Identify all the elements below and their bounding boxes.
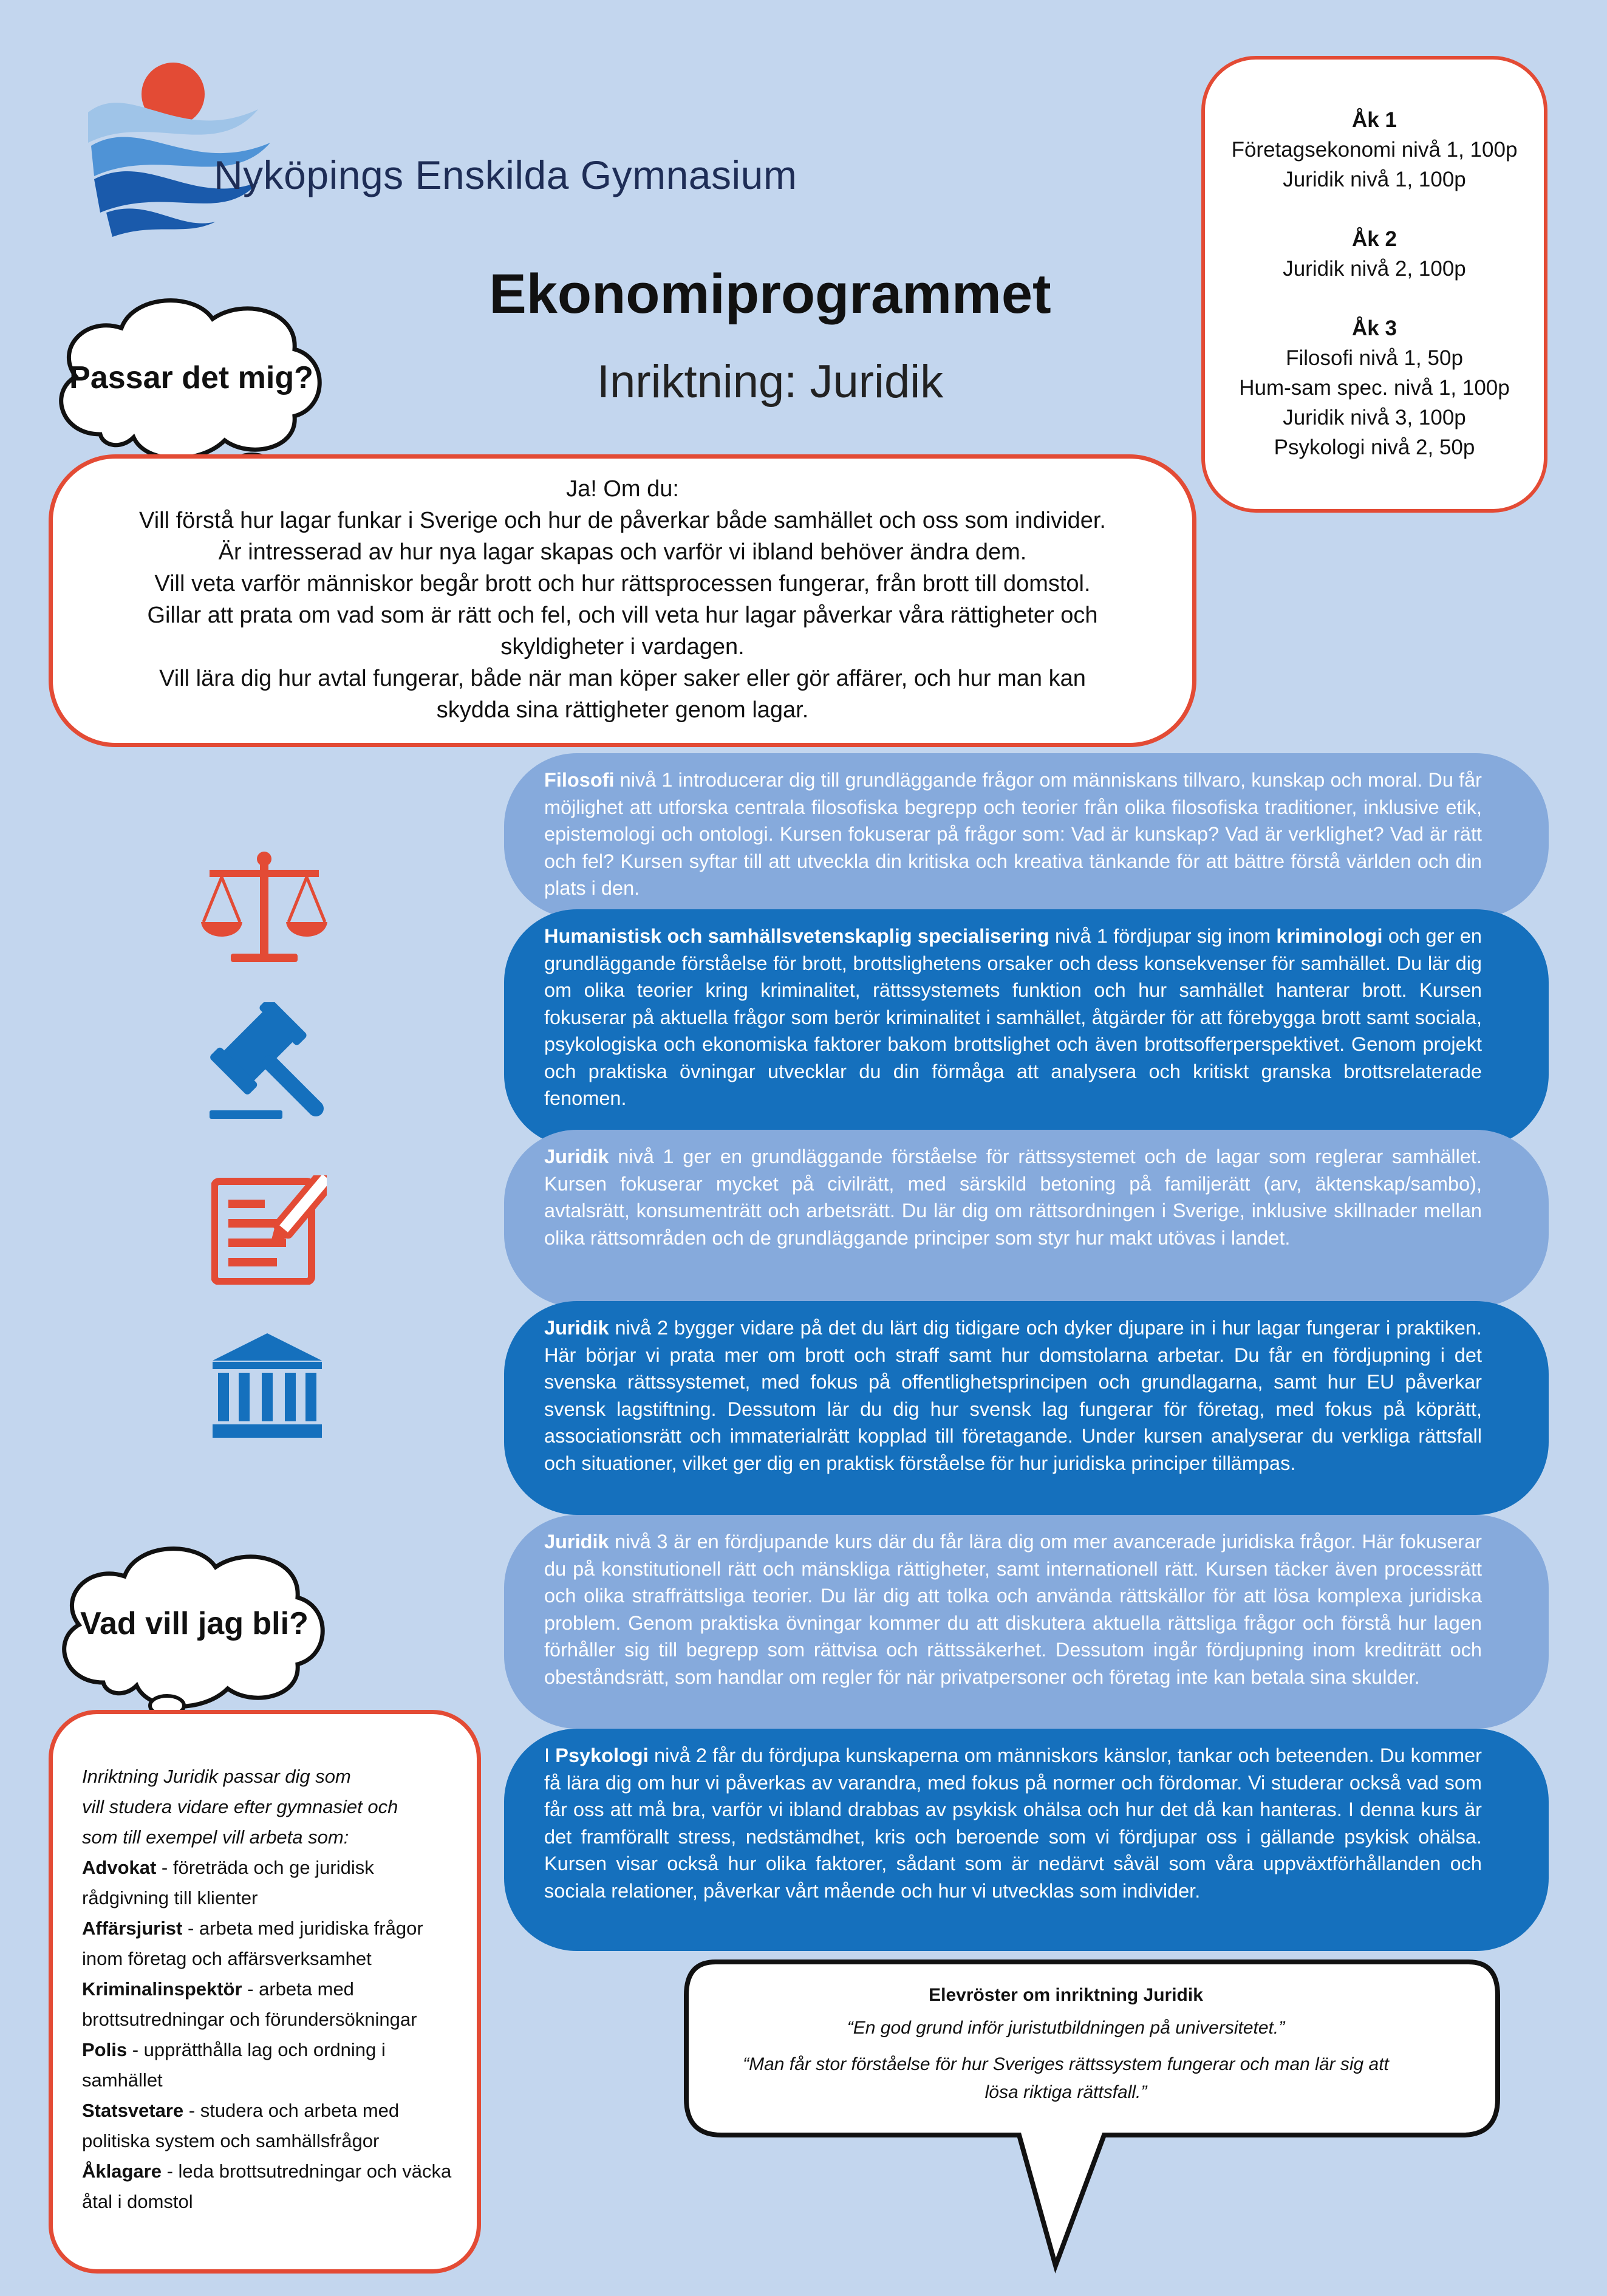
intro-line: Vill lära dig hur avtal fungerar, både när man köper saker eller gör affärer, och hur man kan skydda sina rättigheter genom lagar. xyxy=(159,666,1086,723)
page-subtitle: Inriktning: Juridik xyxy=(596,356,944,408)
career-title: Polis xyxy=(82,2039,128,2060)
intro-line: Ja! Om du: xyxy=(566,476,679,502)
quotes-title: Elevröster om inriktning Juridik xyxy=(929,1985,1203,2005)
career-title: Affärsjurist xyxy=(82,1918,183,1939)
intro-line: Vill veta varför människor begår brott och hur rättsprocessen fungerar, från brott till domstol. xyxy=(154,571,1091,596)
thought-bubble-2-text: Vad vill jag bli? xyxy=(80,1606,309,1641)
gavel-icon xyxy=(203,1002,331,1124)
course-text: nivå 1 ger en grundläggande förståelse för rättssystemet och de lagar som reglerar samhället. Kursen fokuserar mycket på civilrätt, med särskild betoning på familjerätt (arv, äktenskap/sambo), avtalsrätt, konsumenträtt och arbetsrätt. Du lär dig om rättsordningen i Sverige, inklusive skillnader mellan olika rättsområden och de grundläggande principer som styr hur makt utövas i landet. xyxy=(544,1146,1482,1249)
career-text: - företräda och ge juridisk rådgivning till klienter xyxy=(82,1857,374,1908)
year-heading: Åk 3 xyxy=(1352,316,1397,340)
quote-item: “En god grund inför juristutbildningen på universitetet.” xyxy=(847,2018,1285,2038)
quotes-box xyxy=(708,1981,1424,2106)
course-description-psykologi xyxy=(504,1729,1549,1951)
intro-line: Gillar att prata om vad som är rätt och fel, och vill veta hur lagar påverkar våra rättigheter och skyldigheter i vardagen. xyxy=(147,603,1098,660)
course-item: Juridik nivå 2, 100p xyxy=(1283,257,1466,281)
career-text: - upprätthålla lag och ordning i samhället xyxy=(82,2039,386,2091)
course-item: Psykologi nivå 2, 50p xyxy=(1274,436,1475,459)
course-text: nivå 1 introducerar dig till grundläggande frågor om människans tillvaro, kunskap och moral. Du får möjlighet att utforska centrala filosofiska begrepp och teorier från olika filosofiska traditioner, inklusive etik, epistemologi och ontologi. Kursen fokuserar på frågor som: Vad är kunskap? Vad är verklighet? Vad är rätt och fel? Kursen syftar till att utveckla din kritiska och kreativa tänkande för att bättre förstå världen och din plats i den. xyxy=(544,769,1482,899)
career-item xyxy=(82,2035,452,2096)
course-item: Hum-sam spec. nivå 1, 100p xyxy=(1239,376,1510,400)
course-item: Juridik nivå 3, 100p xyxy=(1283,406,1466,429)
career-item xyxy=(82,1974,452,2035)
intro-line: Är intresserad av hur nya lagar skapas och varför vi ibland behöver ändra dem. xyxy=(218,539,1027,565)
course-text: I xyxy=(544,1744,556,1766)
course-description-juridik-2 xyxy=(504,1301,1549,1515)
intro-line: Vill förstå hur lagar funkar i Sverige och hur de påverkar både samhället och oss som individer. xyxy=(139,508,1106,533)
year-heading: Åk 1 xyxy=(1352,108,1397,132)
course-description-humsam xyxy=(504,909,1549,1147)
career-item xyxy=(82,2156,452,2217)
career-text: - arbeta med juridiska frågor inom företag och affärsverksamhet xyxy=(82,1918,423,1969)
course-description-juridik-3 xyxy=(504,1515,1549,1729)
career-item xyxy=(82,2096,452,2156)
career-text: - studera och arbeta med politiska system och samhällsfrågor xyxy=(82,2100,400,2151)
course-keyword: kriminologi xyxy=(1276,925,1383,947)
page-title: Ekonomiprogrammet xyxy=(489,263,1051,325)
careers-intro-line: Inriktning Juridik passar dig som xyxy=(82,1766,351,1787)
career-text: - arbeta med brottsutredningar och förundersökningar xyxy=(82,1978,417,2030)
career-item xyxy=(82,1853,452,1913)
school-name: Nyköpings Enskilda Gymnasium xyxy=(214,152,797,197)
course-list-box xyxy=(1201,56,1547,513)
course-text: nivå 1 fördjupar sig inom xyxy=(1049,925,1277,947)
career-item xyxy=(82,1913,452,1974)
career-title: Kriminalinspektör xyxy=(82,1978,242,2000)
course-item: Juridik nivå 1, 100p xyxy=(1283,168,1466,191)
course-name: Juridik xyxy=(544,1317,609,1339)
course-text: och ger en grundläggande förståelse för brott, brottslighetens orsaker och dess konsekvenser för samhället. Du lär dig om olika teorier kring kriminalitet, rättssystemets funktion och hur samhället hanterar brott. Kursen fokuserar på aktuella frågor som berör kriminalitet i samhället, åtgärder för att förebygga brott samt sociala, psykologiska och ekonomiska faktorer bakom brottslighet och även brottsofferperspektivet. Genom projekt och praktiska övningar utvecklar du din förmåga att analysera och kritiskt granska brottsrelaterade fenomen. xyxy=(544,925,1482,1109)
career-title: Advokat xyxy=(82,1857,157,1878)
year-heading: Åk 2 xyxy=(1352,227,1397,251)
scales-icon xyxy=(197,850,331,966)
course-item: Filosofi nivå 1, 50p xyxy=(1286,346,1463,370)
career-title: Statsvetare xyxy=(82,2100,184,2121)
school-logo xyxy=(76,55,774,237)
courthouse-icon xyxy=(210,1330,325,1440)
course-item: Företagsekonomi nivå 1, 100p xyxy=(1231,138,1518,162)
course-description-juridik-1 xyxy=(504,1130,1549,1307)
careers-intro-line: vill studera vidare efter gymnasiet och xyxy=(82,1796,398,1817)
course-text: nivå 2 bygger vidare på det du lärt dig tidigare och dyker djupare in i hur lagar fungerar i praktiken. Här börjar vi prata mer om brott och straff samt hur domstolarna arbetar. Du får en fördjupning i det svenska rättssystemet, med fokus på offentlighetsprincipen och grundlagarna, samt hur EU påverkar svensk lagstiftning. Dessutom lär du dig hur svensk lag fungerar för företag, med fokus på köprätt, associationsrätt och immaterialrätt kopplad till företagande. Under kursen analyserar du verkliga rättsfall och situationer, vilket ger dig en praktisk förståelse för hur juridiska principer tillämpas. xyxy=(544,1317,1482,1474)
document-pen-icon xyxy=(211,1175,327,1285)
course-name: Humanistisk och samhällsvetenskaplig specialisering xyxy=(544,925,1049,947)
career-text: - leda brottsutredningar och väcka åtal i domstol xyxy=(82,2161,452,2212)
course-text: nivå 2 får du fördjupa kunskaperna om människors känslor, tankar och beteenden. Du kommer få lära dig om hur vi påverkas av varandra, med fokus på normer och fördomar. Vi studerar också vad som får oss att må bra, varför vi ibland drabbas av psykisk ohälsa och hur det då kan hanteras. I denna kurs är det framförallt stress, nedstämdhet, kris och beroende som vi fördjupar oss i gällande psykisk ohälsa. Kursen visar också hur olika faktorer, sådant som är nedärvt såväl som våra uppväxtförhållanden och sociala relationer, påverkar vårt mående och hur vi utvecklas som individer. xyxy=(544,1744,1482,1902)
course-name: Filosofi xyxy=(544,769,615,791)
quote-item: “Man får stor förståelse för hur Sveriges rättssystem fungerar och man lär sig att lösa riktiga rättsfall.” xyxy=(743,2054,1389,2102)
course-name: Juridik xyxy=(544,1531,609,1553)
careers-intro-line: som till exempel vill arbeta som: xyxy=(82,1826,349,1848)
career-title: Åklagare xyxy=(82,2161,162,2182)
course-description-filosofi xyxy=(504,753,1549,918)
course-text: nivå 3 är en fördjupande kurs där du får lära dig om mer avancerade juridiska frågor. Här fokuserar du på konstitutionell rätt och mänskliga rättigheter, samt internationell rätt. Kursen täcker även processrätt och olika straffrättsliga teorier. Du lär dig att tolka och använda rättskällor för att lösa komplexa juridiska problem. Genom praktiska övningar kommer du att diskutera aktuella rättsliga frågor och förstå hur lagen förhåller sig till begrepp som rättvisa och rättssäkerhet. Dessutom ingår fördjupning inom krediträtt och obeståndsrätt, som handlar om regler för när privatpersoner och företag inte kan betala sina skulder. xyxy=(544,1531,1482,1688)
course-name: Juridik xyxy=(544,1146,609,1167)
course-name: Psykologi xyxy=(555,1744,649,1766)
intro-box xyxy=(49,454,1196,747)
careers-box xyxy=(49,1710,481,2274)
thought-bubble-1-text: Passar det mig? xyxy=(69,360,313,395)
